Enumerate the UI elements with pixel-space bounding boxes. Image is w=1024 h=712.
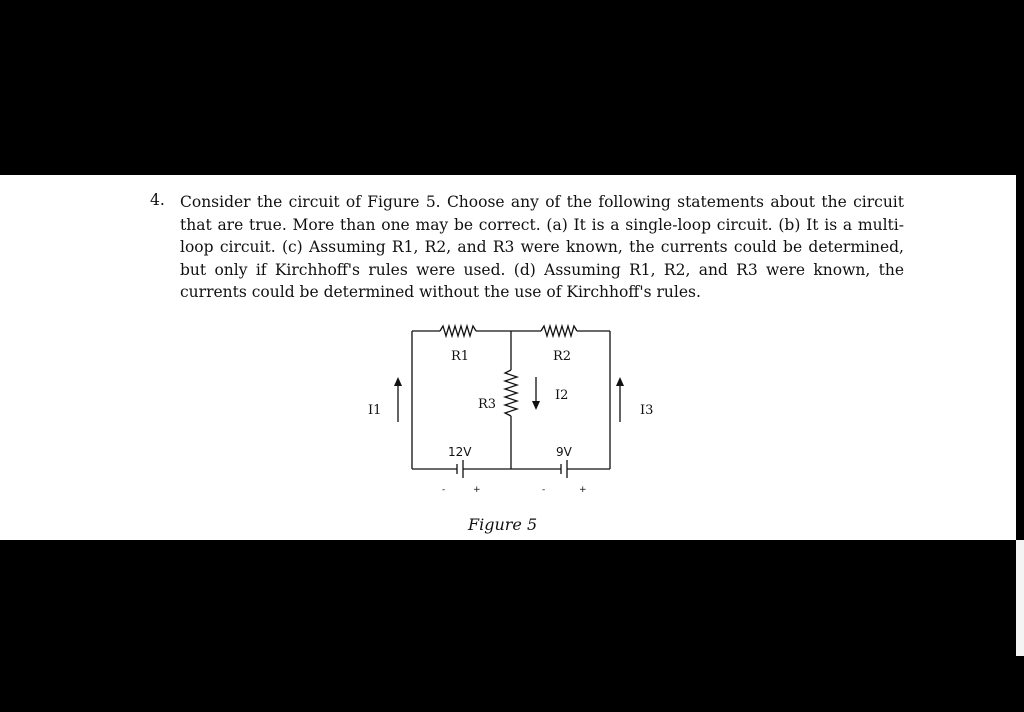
- option-b: (b) It is a multi-loop circuit.: [180, 215, 904, 256]
- top-black-bar: [0, 0, 1024, 175]
- option-a: (a) It is a single-loop circuit.: [546, 215, 779, 234]
- label-r1: R1: [451, 349, 470, 364]
- document-page: [0, 175, 1016, 540]
- question-number: 4.: [150, 191, 165, 209]
- option-c: (c) Assuming R1, R2, and R3 were known, the currents could be determined, but only if Kirchhoff's rules were used.: [180, 238, 904, 279]
- i1-arrow-head: [394, 377, 402, 386]
- label-i3: I3: [640, 403, 654, 418]
- battery-12v-plus: +: [473, 485, 481, 495]
- option-d: (d) Assuming R1, R2, and R3 were known, the currents could be determined without the use of Kirchhoff's rules.: [180, 260, 904, 301]
- question-intro: Consider the circuit of Figure 5. Choose any of the following statements about the circuit that are true. More than one may be correct.: [180, 193, 904, 234]
- r1-resistor: [440, 326, 476, 336]
- battery-12v-minus: -: [442, 485, 446, 495]
- circuit-diagram: [360, 320, 660, 545]
- label-12v: 12V: [448, 445, 472, 459]
- r3-resistor: [505, 370, 517, 416]
- label-9v: 9V: [556, 445, 572, 459]
- question-text: [180, 191, 904, 304]
- page-edge: [1016, 540, 1024, 656]
- label-i1: I1: [368, 403, 382, 418]
- battery-9v-plus: +: [579, 485, 587, 495]
- figure-caption: Figure 5: [468, 515, 538, 534]
- label-r2: R2: [553, 349, 572, 364]
- label-r3: R3: [478, 397, 497, 412]
- r2-resistor: [541, 326, 577, 336]
- label-i2: I2: [555, 388, 569, 403]
- bottom-black-bar: [0, 540, 1016, 712]
- battery-9v-minus: -: [542, 485, 546, 495]
- i2-arrow-head: [532, 401, 540, 410]
- i3-arrow-head: [616, 377, 624, 386]
